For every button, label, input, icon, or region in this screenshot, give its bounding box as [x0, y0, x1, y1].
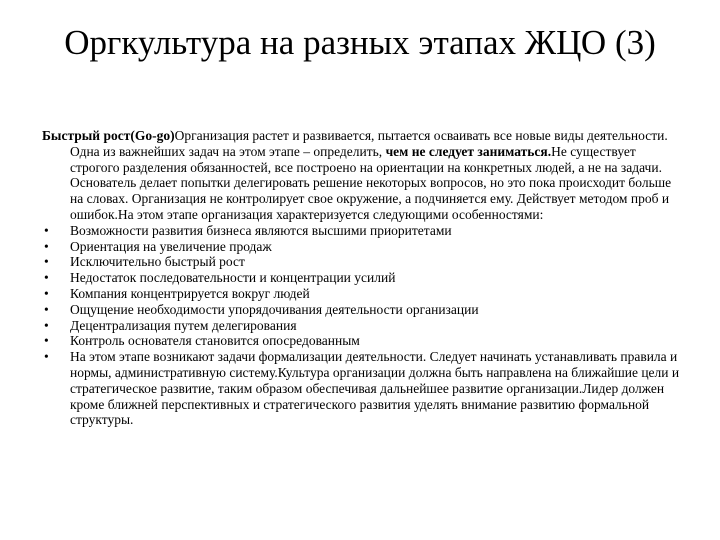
list-item-text: Ощущение необходимости упорядочивания деятельности организации: [70, 301, 479, 317]
list-item-text: Недостаток последовательности и концентрации усилий: [70, 270, 396, 286]
list-item-text: Децентрализация путем делегирования: [70, 317, 297, 333]
list-item-text: Ориентация на увеличение продаж: [70, 238, 272, 254]
bullet-list: [42, 223, 682, 428]
list-item: [42, 223, 682, 239]
list-item: [42, 270, 682, 286]
intro-emphasis: чем не следует заниматься.: [385, 143, 552, 159]
intro-text-part2: Не существует строгого разделения обязанностей, все построено на ориентации на конкретных людей, а не на задачи. Основатель делает попытки делегировать решение некоторых вопросов, но это пока происходит больше на словах. Организация не контролирует свое окружение, а подчиняется ему. Действует методом проб и ошибок.На этом этапе организация характеризуется следующими особенностями:: [70, 143, 672, 222]
slide-body: [42, 128, 682, 428]
list-item: [42, 318, 682, 334]
list-item: [42, 349, 682, 428]
intro-lead: Быстрый рост(Go-go): [42, 128, 175, 143]
list-item: [42, 302, 682, 318]
list-item-text: На этом этапе возникают задачи формализации деятельности. Следует начинать устанавливать правила и нормы, административную систему.Культура организации должна быть направлена на ближайшие цели и стратегическое развитие, таким образом обеспечивая дальнейшее развитие организации.Лидер должен кроме ближней перспективных и стратегического развития уделять внимание развитию формальной структуры.: [70, 349, 680, 428]
bullet-icon: •: [44, 270, 49, 286]
list-item: [42, 286, 682, 302]
bullet-icon: •: [44, 238, 49, 254]
intro-text-part1: Организация растет и развивается, пытается осваивать все новые виды деятельности. Одна из важнейших задач на этом этапе – определить,: [70, 128, 668, 159]
bullet-icon: •: [44, 254, 49, 270]
list-item: [42, 239, 682, 255]
bullet-icon: •: [44, 349, 49, 365]
bullet-icon: •: [44, 285, 49, 301]
slide-title: Оргкультура на разных этапах ЖЦО (3): [64, 23, 656, 62]
bullet-icon: •: [44, 301, 49, 317]
bullet-icon: •: [44, 317, 49, 333]
intro-paragraph: [42, 128, 682, 223]
list-item-text: Возможности развития бизнеса являются высшими приоритетами: [70, 222, 452, 238]
bullet-icon: •: [44, 222, 49, 238]
list-item-text: Исключительно быстрый рост: [70, 254, 245, 270]
list-item-text: Контроль основателя становится опосредованным: [70, 333, 360, 349]
bullet-icon: •: [44, 333, 49, 349]
list-item: [42, 254, 682, 270]
list-item: [42, 333, 682, 349]
list-item-text: Компания концентрируется вокруг людей: [70, 285, 310, 301]
